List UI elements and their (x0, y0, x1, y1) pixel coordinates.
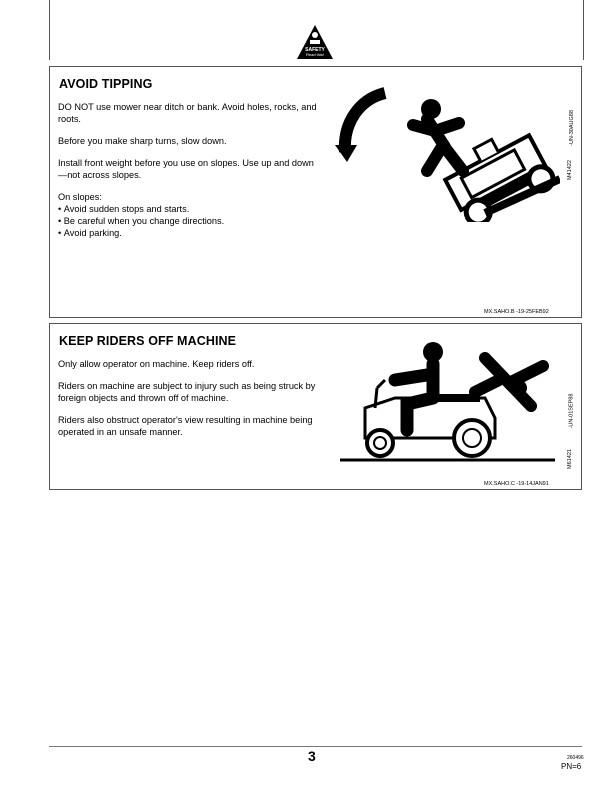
bullet-item (58, 227, 320, 239)
paragraph: DO NOT use mower near ditch or bank. Avoid holes, rocks, and roots. (58, 102, 317, 124)
safety-badge-line2: Read this! (305, 52, 325, 57)
figure-code: M41422 (566, 160, 573, 180)
section-footer-code: MX.SAHO.B -19-25FEB92 (484, 309, 549, 315)
paragraph: On slopes: (58, 192, 102, 202)
footer-small-code: 260496 (567, 755, 584, 761)
safety-alert-icon (296, 24, 334, 60)
paragraph: Riders also obstruct operator's view resulting in machine being operated in an unsafe manner. (58, 415, 313, 437)
paragraph: Install front weight before you use on slopes. Use up and down—not across slopes. (58, 158, 314, 180)
paragraph: Only allow operator on machine. Keep riders off. (58, 359, 255, 369)
section-avoid-tipping (49, 66, 582, 318)
bullet-text: Be careful when you change directions. (63, 216, 225, 226)
bullet-list (58, 203, 320, 239)
bullet-item (58, 215, 320, 227)
section-keep-riders-off (49, 323, 582, 490)
section-title: AVOID TIPPING (59, 77, 153, 91)
tipping-mower-illustration (335, 87, 560, 222)
paragraph: Riders on machine are subject to injury such as being struck by foreign objects and thrown off of machine. (58, 381, 316, 403)
footer-page-code: PN=6 (561, 762, 582, 771)
page-number: 3 (308, 748, 316, 764)
paragraph: Before you make sharp turns, slow down. (58, 136, 227, 146)
figure-date: -UN-01SEP88 (568, 393, 575, 429)
bullet-item (58, 203, 320, 215)
safety-badge-line1: SAFETY (305, 47, 325, 53)
section-footer-code: MX.SAHO.C -19-14JAN91 (484, 481, 549, 487)
section-body (58, 358, 320, 448)
footer-rule (49, 746, 582, 747)
figure-date: -UN-30AUG88 (568, 110, 575, 146)
figure-code: M61421 (566, 449, 573, 469)
section-title: KEEP RIDERS OFF MACHINE (59, 334, 237, 348)
bullet-text: Avoid parking. (63, 228, 122, 238)
section-body (58, 101, 320, 239)
rider-on-mower-illustration (335, 338, 560, 463)
bullet-text: Avoid sudden stops and starts. (63, 204, 190, 214)
